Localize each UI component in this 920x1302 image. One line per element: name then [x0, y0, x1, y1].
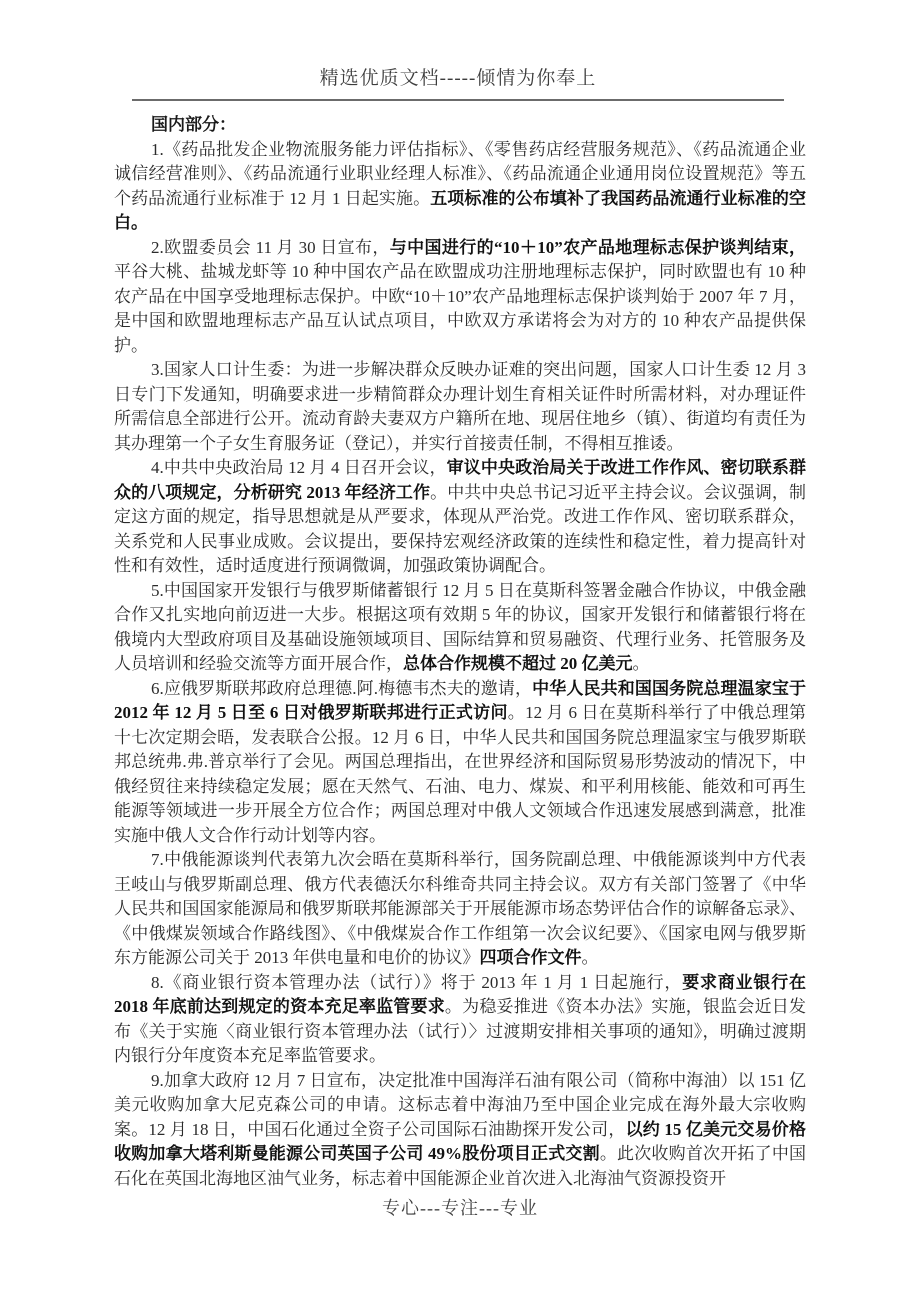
section-title: 国内部分： — [151, 115, 236, 134]
paragraph — [114, 358, 806, 456]
text-run-bold: 要求商业银行在 2018 年底前达到规定的资本充足率监管要求 — [114, 972, 807, 1016]
text-run-bold: 与中国进行的“10＋10”农产品地理标志保护谈判结束， — [389, 237, 806, 257]
text-run-bold: 总体合作规模不超过 20 亿美元 — [403, 654, 633, 673]
paragraph-list — [114, 138, 806, 1192]
paragraph — [114, 1069, 806, 1192]
text-run: 。12 月 6 日在莫斯科举行了中俄总理第十七次定期会晤，发表联合公报。12 月 6 日，中华人民共和国国务院总理温家宝与俄罗斯联邦总统弗.弗.普京举行了会见。两国总理指出，在世界经济和国际贸易形势波动的情况下，中俄经贸往来持续稳定发展；愿在天然气、石油、电力、煤炭、和平利用核能、能效和可再生能源等领域进一步开展全方位合作；两国总理对中俄人文领域合作迅速发展感到满意，批准实施中俄人文合作行动计划等内容。 — [114, 703, 807, 845]
text-run: 8.《商业银行资本管理办法（试行）》将于 2013 年 1 月 1 日起施行， — [151, 972, 683, 992]
paragraph — [114, 677, 806, 849]
text-run: 7.中俄能源谈判代表第九次会晤在莫斯科举行，国务院副总理、中俄能源谈判中方代表王岐山与俄罗斯副总理、俄方代表德沃尔科维奇共同主持会议。双方有关部门签署了《中华人民共和国国家能源局和俄罗斯联邦能源部关于开展能源市场态势评估合作的谅解备忘录》、《中俄煤炭领域合作路线图》、《中俄煤炭合作工作组第一次会议纪要》、《国家电网与俄罗斯东方能源公司关于 2013 年供电量和电价的协议》 — [114, 850, 806, 967]
text-run: 。中共中央总书记习近平主持会议。会议强调，制定这方面的规定，指导思想就是从严要求，体现从严治党。改进工作作风、密切联系群众，关系党和人民事业成败。会议提出，要保持宏观经济政策的连续性和稳定性，着力提高针对性和有效性，适时适度进行预调微调，加强政策协调配合。 — [114, 482, 807, 575]
text-run: 2.欧盟委员会 11 月 30 日宣布， — [151, 237, 390, 257]
paragraph — [114, 971, 806, 1069]
text-run: 。为稳妥推进《资本办法》实施，银监会近日发布《关于实施〈商业银行资本管理办法（试行）〉过渡期安排相关事项的通知》，明确过渡期内银行分年度资本充足率监管要求。 — [114, 997, 807, 1065]
text-run-bold: 四项合作文件 — [479, 948, 582, 967]
text-run: 。 — [581, 948, 599, 967]
document-body — [114, 113, 806, 1191]
paragraph — [114, 848, 806, 971]
text-run: 平谷大桃、盐城龙虾等 10 种中国农产品在欧盟成功注册地理标志保护，同时欧盟也有 10 种农产品在中国享受地理标志保护。中欧“10＋10”农产品地理标志保护谈判始于 2007 年 7 月，是中国和欧盟地理标志产品互认试点项目，中欧双方承诺将会为对方的 10 种农产品提供保护。 — [114, 262, 806, 355]
paragraph — [114, 579, 806, 677]
text-run-bold: 审议中央政治局关于改进工作作风、密切联系群众的八项规定，分析研究 2013 年经济工作 — [114, 458, 807, 502]
header-title: 精选优质文档-----倾情为你奉上 — [319, 68, 597, 89]
text-run: 1.《药品批发企业物流服务能力评估指标》、《零售药店经营服务规范》、《药品流通企业诚信经营准则》、《药品流通行业职业经理人标准》、《药品流通企业通用岗位设置规范》等五个药品流通行业标准于 12 月 1 日起实施。 — [114, 139, 806, 208]
text-run: 6.应俄罗斯联邦政府总理德.阿.梅德韦杰夫的邀请， — [151, 678, 533, 698]
text-run: 3.国家人口计生委：为进一步解决群众反映办证难的突出问题，国家人口计生委 12 月 3 日专门下发通知，明确要求进一步精简群众办理计划生育相关证件时所需材料，对办理证件所需信息全部进行公开。流动育龄夫妻双方户籍所在地、现居住地乡（镇）、街道均有责任为其办理第一个子女生育服务证（登记），并实行首接责任制，不得相互推诿。 — [114, 360, 806, 453]
paragraph — [114, 138, 806, 236]
paragraph — [114, 456, 806, 579]
text-run: 5.中国国家开发银行与俄罗斯储蓄银行 12 月 5 日在莫斯科签署金融合作协议，中俄金融合作又扎实地向前迈进一大步。根据这项有效期 5 年的协议，国家开发银行和储蓄银行将在俄境内大型政府项目及基础设施领域项目、国际结算和贸易融资、代理行业务、托管服务及人员培训和经验交流等方面开展合作， — [114, 580, 806, 673]
text-run: 9.加拿大政府 12 月 7 日宣布，决定批准中国海洋石油有限公司（简称中海油）以 151 亿美元收购加拿大尼克森公司的申请。这标志着中海油乃至中国企业完成在海外最大宗收购案。12 月 18 日，中国石化通过全资子公司国际石油勘探开发公司， — [114, 1070, 806, 1139]
page-footer — [0, 1194, 920, 1220]
text-run: 。 — [632, 654, 650, 673]
paragraph — [114, 236, 806, 359]
text-run: 4.中共中央政治局 12 月 4 日召开会议， — [151, 458, 447, 477]
page-header — [132, 63, 784, 101]
footer-text: 专心---专注---专业 — [382, 1198, 538, 1218]
text-run-bold: 以约 15 亿美元交易价格收购加拿大塔利斯曼能源公司英国子公司 49%股份项目正式交割 — [114, 1119, 806, 1163]
text-run-bold: 五项标准的公布填补了我国药品流通行业标准的空白。 — [114, 188, 807, 232]
text-run: 。此次收购首次开拓了中国石化在英国北海地区油气业务，标志着中国能源企业首次进入北海油气资源投资开 — [114, 1144, 807, 1188]
text-run-bold: 中华人民共和国国务院总理温家宝于 2012 年 12 月 5 日至 6 日对俄罗斯联邦进行正式访问 — [114, 678, 806, 722]
